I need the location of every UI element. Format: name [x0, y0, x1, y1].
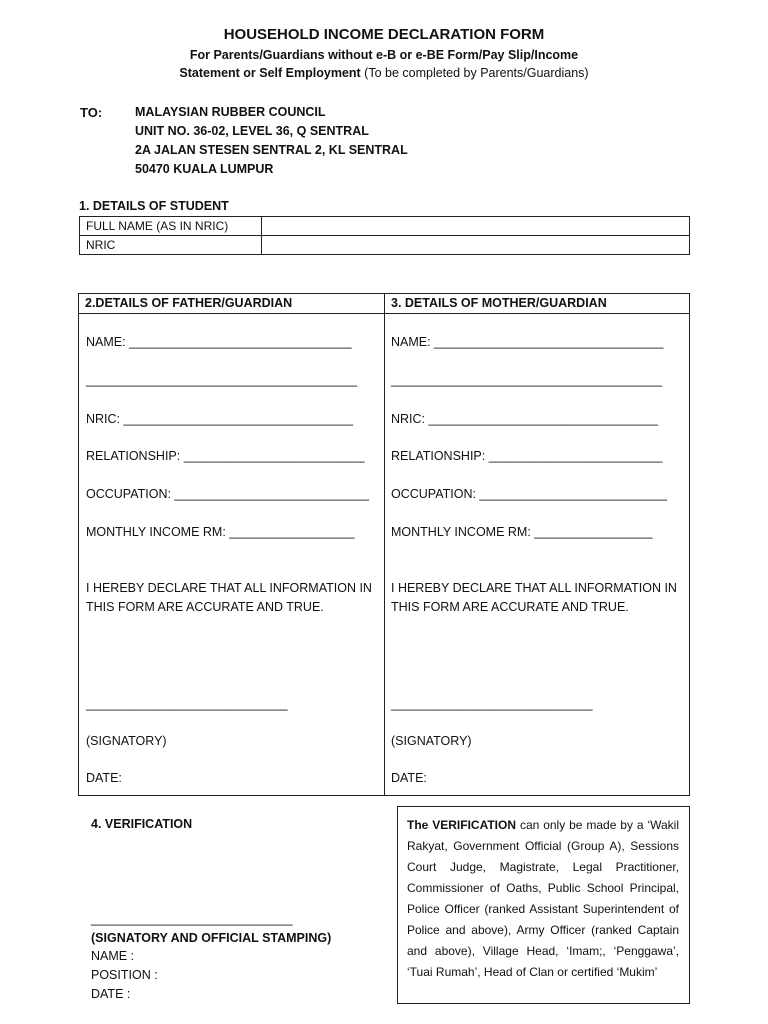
father-nric-field[interactable]: NRIC: _________________________________: [86, 412, 353, 426]
mother-signature-line[interactable]: _____________________________: [391, 697, 593, 711]
mother-income-field[interactable]: MONTHLY INCOME RM: _________________: [391, 525, 653, 539]
subtitle-bold-part: Statement or Self Employment: [179, 66, 361, 80]
father-name-continuation-field[interactable]: _______________________________________: [86, 373, 358, 387]
verifier-signature-line[interactable]: _____________________________: [91, 912, 293, 926]
father-relationship-field[interactable]: RELATIONSHIP: __________________________: [86, 449, 365, 463]
form-title: HOUSEHOLD INCOME DECLARATION FORM: [223, 26, 545, 43]
to-label: TO:: [80, 105, 103, 120]
student-section-heading: 1. DETAILS OF STUDENT: [79, 199, 229, 213]
column-divider: [384, 294, 385, 795]
address-line-1: MALAYSIAN RUBBER COUNCIL: [135, 105, 326, 119]
mother-section-heading: 3. DETAILS OF MOTHER/GUARDIAN: [391, 296, 607, 310]
form-subtitle-line2: [0, 66, 768, 80]
verifier-date-field[interactable]: DATE :: [91, 987, 131, 1001]
address-line-2: UNIT NO. 36-02, LEVEL 36, Q SENTRAL: [135, 124, 369, 138]
nric-field[interactable]: [262, 236, 690, 255]
father-occupation-field[interactable]: OCCUPATION: ____________________________: [86, 487, 370, 501]
verifier-name-field[interactable]: NAME :: [91, 949, 135, 963]
verifier-signatory-label: (SIGNATORY AND OFFICIAL STAMPING): [91, 931, 332, 945]
father-signatory-label: (SIGNATORY): [86, 734, 167, 748]
address-line-4: 50470 KUALA LUMPUR: [135, 162, 274, 176]
header-divider: [79, 313, 689, 314]
full-name-field[interactable]: [262, 217, 690, 236]
parents-details-box: [78, 293, 690, 796]
table-row: [80, 217, 690, 236]
verification-note-box: [397, 806, 690, 1004]
father-declaration: I HEREBY DECLARE THAT ALL INFORMATION IN THIS FORM ARE ACCURATE AND TRUE.: [86, 581, 372, 614]
mother-name-continuation-field[interactable]: _______________________________________: [391, 373, 663, 387]
mother-occupation-field[interactable]: OCCUPATION: ___________________________: [391, 487, 668, 501]
verification-note-bold: The VERIFICATION: [407, 818, 517, 832]
verification-note-text: can only be made by a ‘Wakil Rakyat, Government Official (Group A), Sessions Court Judge, Magistrate, Legal Practitioner, Commissioner of Oaths, Public School Principal, Police Officer (ranked Assistant Superintendent of Police and above), Army Officer (ranked Captain and above), Village Head, ‘Imam;, ‘Penggawa’, ‘Tuai Rumah’, Head of Clan or certified ‘Mukim’: [407, 818, 680, 979]
father-name-field[interactable]: NAME: ________________________________: [86, 335, 352, 349]
father-income-field[interactable]: MONTHLY INCOME RM: __________________: [86, 525, 355, 539]
mother-declaration: I HEREBY DECLARE THAT ALL INFORMATION IN THIS FORM ARE ACCURATE AND TRUE.: [391, 581, 677, 614]
full-name-label: FULL NAME (AS IN NRIC): [80, 217, 262, 236]
form-subtitle-line1: For Parents/Guardians without e-B or e-BE Form/Pay Slip/Income: [189, 48, 579, 62]
mother-name-field[interactable]: NAME: _________________________________: [391, 335, 664, 349]
subtitle-normal-part: (To be completed by Parents/Guardians): [360, 66, 589, 80]
father-section-heading: 2.DETAILS OF FATHER/GUARDIAN: [85, 296, 293, 310]
nric-label: NRIC: [80, 236, 262, 255]
student-details-table: [79, 216, 690, 255]
father-date-field[interactable]: DATE:: [86, 771, 122, 785]
mother-date-field[interactable]: DATE:: [391, 771, 427, 785]
father-signature-line[interactable]: _____________________________: [86, 697, 288, 711]
mother-signatory-label: (SIGNATORY): [391, 734, 472, 748]
verification-note: [407, 815, 679, 983]
table-row: [80, 236, 690, 255]
verification-heading: 4. VERIFICATION: [91, 817, 193, 831]
verifier-position-field[interactable]: POSITION :: [91, 968, 158, 982]
mother-nric-field[interactable]: NRIC: _________________________________: [391, 412, 658, 426]
mother-relationship-field[interactable]: RELATIONSHIP: _________________________: [391, 449, 663, 463]
address-line-3: 2A JALAN STESEN SENTRAL 2, KL SENTRAL: [135, 143, 408, 157]
